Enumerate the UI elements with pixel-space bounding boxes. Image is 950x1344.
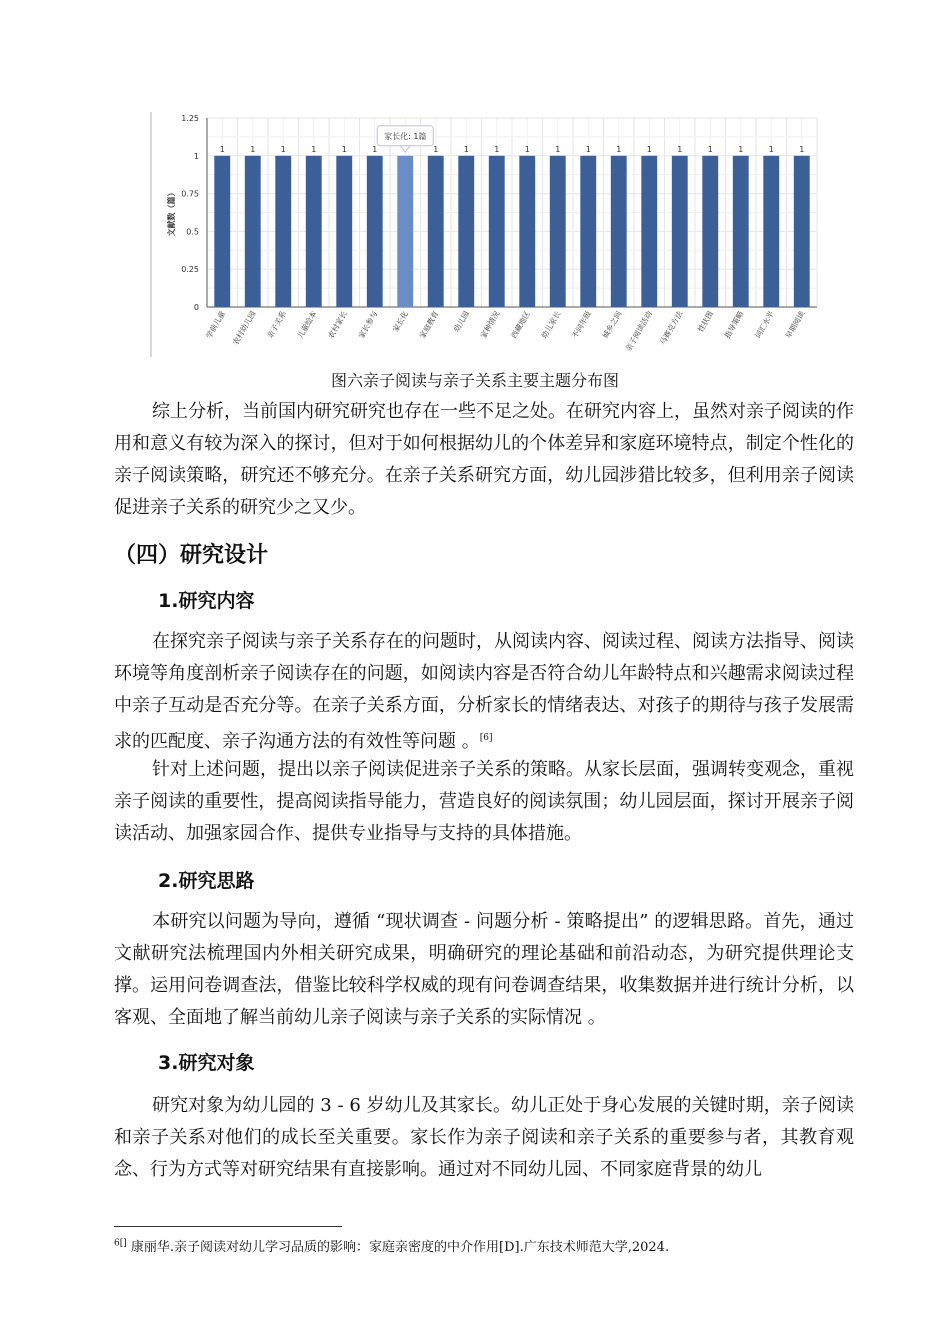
data-label: 1: [494, 144, 500, 154]
bar: [519, 156, 535, 307]
section-heading-research-design: （四）研究设计: [114, 543, 269, 568]
footnote-text: 康丽华.亲子阅读对幼儿学习品质的影响：家庭亲密度的中介作用[D].广东技术师范大学,2024.: [130, 1240, 670, 1255]
bar: [641, 156, 657, 307]
x-tick-label: 指导策略: [722, 309, 746, 340]
y-tick-label: 0: [193, 303, 199, 312]
bar-chart-canvas: [152, 112, 822, 357]
data-label: 1: [341, 144, 347, 154]
y-tick-label: 1.25: [181, 114, 199, 123]
tooltip-pointer: [400, 146, 410, 152]
bar: [306, 156, 322, 307]
data-label: 1: [677, 144, 683, 154]
bar: [489, 156, 505, 307]
summary-text: 综上分析，当前国内研究研究也存在一些不足之处。在研究内容上，虽然对亲子阅读的作用和意义有较为深入的探讨，但对于如何根据幼儿的个体差异和家庭环境特点，制定个性化的亲子阅读策略，研究还不够充分。在亲子关系研究方面，幼儿园涉猎比较多，但利用亲子阅读促进亲子关系的研究少之又少。: [114, 401, 854, 518]
research-approach-text: 本研究以问题为导向，遵循 “现状调查 - 问题分析 - 策略提出” 的逻辑思路。首先，通过文献研究法梳理国内外相关研究成果，明确研究的理论基础和前沿动态，为研究提供理论支撑。运用问卷调查法，借鉴比较科学权威的现有问卷调查结果，收集数据并进行统计分析，以客观、全面地了解当前幼儿亲子阅读与亲子关系的实际情况 。: [114, 911, 854, 1028]
x-tick-label: 词汇水平: [753, 309, 776, 340]
footnote: [114, 1236, 854, 1255]
data-label: 1: [646, 144, 652, 154]
data-label: 1: [707, 144, 713, 154]
tooltip-text: 家长化: 1篇: [384, 131, 427, 141]
bar: [397, 156, 413, 307]
bar: [611, 156, 627, 307]
x-tick-label: 家长化: [390, 309, 410, 334]
data-label: 1: [799, 144, 805, 154]
research-content-text: 在探究亲子阅读与亲子关系存在的问题时，从阅读内容、阅读过程、阅读方法指导、阅读环境等角度剖析亲子阅读存在的问题，如阅读内容是否符合幼儿年龄特点和兴趣需求阅读过程中亲子互动是否充分等。在亲子关系方面，分析家长的情绪表达、对孩子的期待与孩子发展需求的匹配度、亲子沟通方法的有效性等问题 。: [114, 631, 854, 752]
data-label: 1: [768, 144, 774, 154]
footnote-mark: 6[]: [114, 1238, 127, 1249]
strategy-text: 针对上述问题，提出以亲子阅读促进亲子关系的策略。从家长层面，强调转变观念，重视亲子阅读的重要性，提高阅读指导能力，营造良好的阅读氛围；幼儿园层面，探讨开展亲子阅读活动、加强家园合作、提供专业指导与支持的具体措施。: [114, 759, 854, 844]
subheading-research-content: 1.研究内容: [158, 590, 255, 612]
x-tick-label: 家庭教育: [417, 309, 441, 340]
bar: [763, 156, 779, 307]
data-label: 1: [219, 144, 225, 154]
data-label: 1: [463, 144, 469, 154]
data-label: 1: [311, 144, 317, 154]
bar: [550, 156, 566, 307]
data-label: 1: [280, 144, 286, 154]
subheading-research-approach: 2.研究思路: [158, 870, 255, 892]
y-tick-label: 0.5: [186, 227, 199, 237]
data-label: 1: [433, 144, 439, 154]
data-label: 1: [372, 144, 378, 154]
bar: [794, 156, 810, 307]
summary-paragraph: [114, 396, 854, 524]
bar: [275, 156, 291, 307]
x-tick-label: 农村家长: [326, 309, 349, 340]
research-object-text: 研究对象为幼儿园的 3 - 6 岁幼儿及其家长。幼儿正处于身心发展的关键时期，亲子阅读和亲子关系对他们的成长至关重要。家长作为亲子阅读和亲子关系的重要参与者，其教育观念、行为方式等对研究结果有直接影响。通过对不同幼儿园、不同家庭背景的幼儿: [114, 1095, 854, 1180]
x-tick-label: 学前儿童: [204, 309, 227, 340]
x-tick-label: 西藏地区: [509, 309, 532, 340]
topic-distribution-chart: [150, 112, 822, 357]
subheading-research-object: 3.研究对象: [158, 1052, 255, 1074]
bar: [367, 156, 383, 307]
y-tick-label: 0.25: [181, 265, 199, 275]
bar: [336, 156, 352, 307]
bar: [702, 156, 718, 307]
data-label: 1: [524, 144, 530, 154]
x-tick-label: 不同年级: [570, 309, 593, 340]
research-content-paragraph: [114, 626, 854, 758]
citation-6: [6]: [479, 733, 493, 743]
y-tick-label: 0.75: [181, 189, 199, 199]
bar: [733, 156, 749, 307]
x-tick-label: 早期阅读: [783, 309, 807, 340]
research-object-paragraph: [114, 1090, 854, 1186]
x-tick-label: 农村幼儿园: [230, 309, 258, 347]
y-axis-title: 文献数（篇）: [167, 188, 176, 237]
data-label: 1: [738, 144, 744, 154]
x-tick-label: 家种情况: [478, 309, 502, 340]
x-tick-label: 亲子阅读活动: [623, 309, 654, 353]
figure-caption: 图六亲子阅读与亲子关系主要主题分布图: [330, 371, 619, 390]
data-label: 1: [616, 144, 622, 154]
x-tick-label: 城乡之间: [600, 309, 624, 340]
bar: [458, 156, 474, 307]
bar: [672, 156, 688, 307]
x-tick-label: 儿童绘本: [295, 309, 319, 340]
data-label: 1: [585, 144, 591, 154]
x-tick-label: 幼儿家长: [539, 309, 563, 340]
bar: [214, 156, 230, 307]
bar: [245, 156, 261, 307]
x-tick-label: 性状图: [695, 309, 715, 334]
x-tick-label: 幼儿园: [451, 309, 471, 334]
bar: [580, 156, 596, 307]
x-tick-label: 家长参与: [356, 309, 380, 340]
strategy-paragraph: [114, 754, 854, 850]
footnote-divider: [114, 1226, 342, 1227]
x-tick-label: 亲子关系: [265, 309, 288, 340]
bar: [428, 156, 444, 307]
data-label: 1: [555, 144, 561, 154]
data-label: 1: [250, 144, 256, 154]
x-tick-label: 马赛克方法: [657, 309, 685, 347]
y-tick-label: 1: [193, 151, 199, 161]
research-approach-paragraph: [114, 906, 854, 1034]
